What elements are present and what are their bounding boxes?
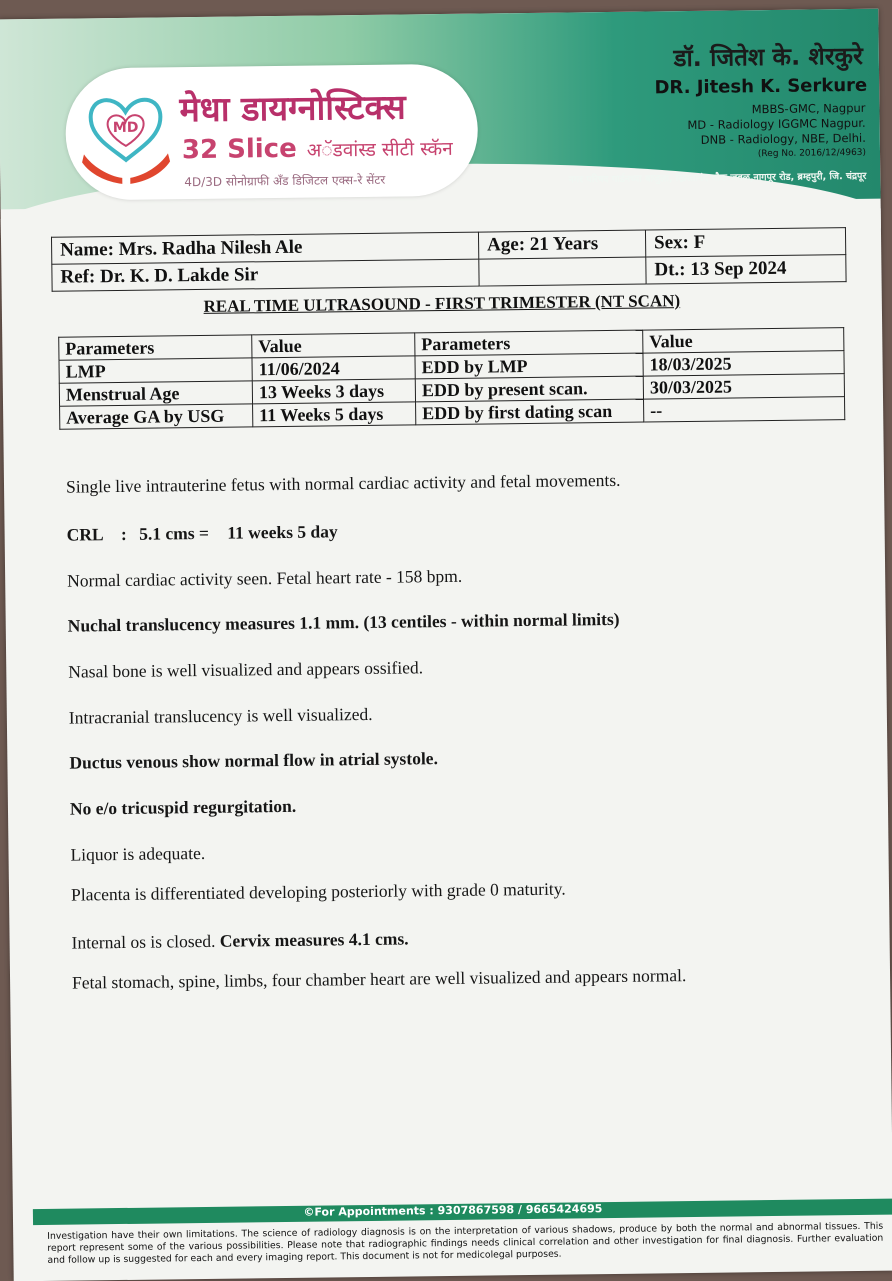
table-cell: 18/03/2025 (643, 351, 844, 376)
table-cell: 11 Weeks 5 days (253, 402, 416, 427)
finding-heart-rate: Normal cardiac activity seen. Fetal heart rate - 158 bpm. (67, 565, 463, 591)
registration-number: (Reg No. 2016/12/4963) (757, 147, 867, 160)
table-cell: EDD by LMP (415, 353, 643, 379)
appointments-line: ©For Appointments : 9307867598 / 9665424695 (303, 1202, 603, 1219)
slice-hindi: अॅडवांस्ड सीटी स्कॅन (306, 137, 453, 162)
logo-initials: MD (112, 119, 139, 137)
sex-label: Sex: (653, 232, 690, 254)
table-cell: 13 Weeks 3 days (252, 379, 415, 404)
doctor-name: DR. Jitesh K. Serkure (654, 74, 868, 99)
slice-label: 32 Slice (181, 133, 297, 166)
finding-intracranial: Intracranial translucency is well visualized. (68, 703, 373, 728)
table-cell: LMP (59, 358, 252, 383)
doctor-name-hindi: डॉ. जितेश के. शेरकुरे (673, 41, 864, 73)
slice-line (182, 132, 453, 165)
report-date: 13 Sep 2024 (690, 257, 787, 280)
column-header: Value (252, 333, 415, 358)
patient-sex-cell (645, 228, 845, 257)
referring-doctor: Dr. K. D. Lakde Sir (99, 264, 259, 288)
finding-tricuspid: No e/o tricuspid regurgitation. (69, 795, 297, 819)
finding-crl (67, 521, 338, 545)
clinic-logo-icon (77, 83, 174, 194)
cervix-length: Cervix measures 4.1 cms. (219, 928, 409, 951)
crl-value: 5.1 cms = (139, 522, 210, 544)
finding-anatomy: Fetal stomach, spine, limbs, four chamber heart are well visualized and appears normal. (71, 965, 687, 993)
empty-cell (479, 257, 646, 286)
report-sheet (0, 9, 892, 1281)
patient-name: Mrs. Radha Nilesh Ale (118, 236, 303, 260)
crl-separator: : (120, 523, 127, 544)
qualification: DNB - Radiology, NBE, Delhi. (700, 130, 866, 147)
finding-liquor: Liquor is adequate. (70, 842, 206, 865)
name-label: Name: (60, 239, 115, 261)
clinic-name-hindi: मेधा डायग्नोस्टिक्स (179, 87, 406, 131)
table-cell: EDD by first dating scan (416, 399, 644, 425)
crl-label: CRL (66, 524, 103, 545)
doctor-qualifications (687, 101, 866, 163)
qualification: MBBS-GMC, Nagpur (751, 100, 866, 117)
finding-cervix (71, 928, 408, 953)
services-line: 4D/3D सोनोग्राफी अँड डिजिटल एक्स-रे सेंटर (184, 172, 386, 190)
patient-age-cell (478, 230, 645, 259)
table-cell: -- (644, 397, 845, 422)
table-cell: Average GA by USG (60, 404, 253, 429)
pregnancy-values-table (58, 327, 845, 430)
internal-os: Internal os is closed. (71, 930, 216, 953)
report-date-cell (646, 255, 846, 284)
ref-label: Ref: (60, 266, 96, 288)
disclaimer-text: Investigation have their own limitations. The science of radiology diagnosis is on the interpretation of various shadows, produce by both the normal and abnormal tissues. This report represent some of the various possibilities. Please note that radiographic findings needs clinical correlation and other investigation for final diagnosis. Further evaluation and follow up is suggested for each and every imaging report. This document is not for medicolegal purposes. (47, 1220, 884, 1266)
table-cell: 30/03/2025 (643, 374, 844, 399)
column-header: Parameters (59, 335, 252, 360)
table-cell: EDD by present scan. (415, 376, 643, 402)
referrer-cell (52, 259, 479, 291)
column-header: Value (643, 328, 844, 353)
qualification: MD - Radiology IGGMC Nagpur. (687, 115, 866, 133)
finding-nasal-bone: Nasal bone is well visualized and appears ossified. (68, 657, 424, 682)
column-header: Parameters (415, 330, 643, 356)
crl-gestational-age: 11 weeks 5 day (227, 521, 338, 543)
date-label: Dt.: (654, 259, 686, 281)
finding-nuchal: Nuchal translucency measures 1.1 mm. (13 centiles - within normal limits) (67, 608, 620, 636)
finding-placenta: Placenta is differentiated developing posteriorly with grade 0 maturity. (70, 878, 566, 905)
report-title: REAL TIME ULTRASOUND - FIRST TRIMESTER (NT SCAN) (203, 291, 681, 316)
patient-sex: F (693, 231, 706, 253)
patient-info-table (51, 227, 847, 292)
table-cell: Menstrual Age (59, 381, 252, 406)
findings-section (65, 449, 856, 993)
finding-ductus-venous: Ductus venous show normal flow in atrial systole. (69, 748, 439, 773)
finding-fetus: Single live intrauterine fetus with normal cardiac activity and fetal movements. (65, 469, 621, 497)
patient-age: 21 Years (529, 233, 599, 255)
age-label: Age: (486, 234, 526, 256)
clinic-address: नगर परिषद गार्डनच्या बाजुला, ख्रिस्तानंद चौक जवळ,नागपूर रोड, ब्रम्हपुरी, जि. चंद्रपूर (568, 170, 867, 186)
table-cell: 11/06/2024 (252, 356, 415, 381)
